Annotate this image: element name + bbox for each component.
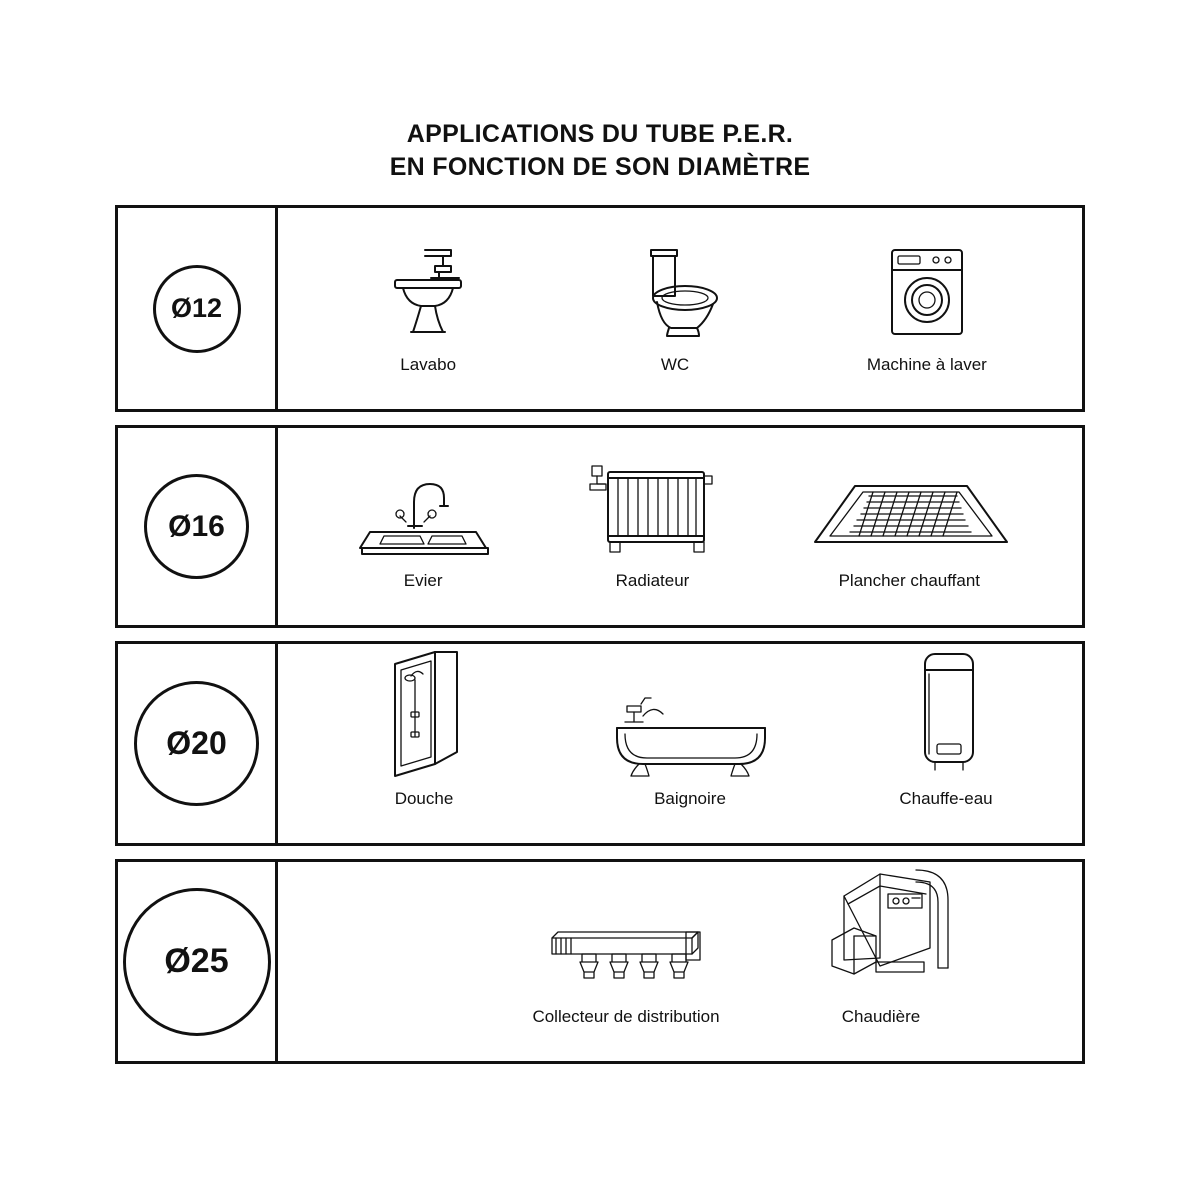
title-line-1: APPLICATIONS DU TUBE P.E.R. xyxy=(406,120,794,148)
items-cell-20 xyxy=(278,641,1085,846)
item-label: WC xyxy=(660,355,690,374)
diameter-badge-25: Ø25 xyxy=(123,888,271,1036)
item-douche xyxy=(367,640,482,809)
items-cell-12 xyxy=(278,205,1085,412)
sink-basin-icon xyxy=(373,236,483,346)
item-plancher-chauffant xyxy=(807,462,1012,591)
items-cell-16 xyxy=(278,425,1085,628)
page-title xyxy=(0,118,1200,184)
item-machine-a-laver xyxy=(867,236,987,375)
row-diameter-12 xyxy=(115,205,1085,412)
item-radiateur xyxy=(582,452,722,591)
shower-cabin-icon xyxy=(367,640,482,780)
underfloor-heating-icon xyxy=(807,462,1012,562)
item-label: Collecteur de distribution xyxy=(532,1007,720,1026)
bathtub-icon xyxy=(603,670,778,780)
diameter-badge-12: Ø12 xyxy=(153,265,241,353)
item-label: Evier xyxy=(403,571,443,590)
radiator-icon xyxy=(582,452,722,562)
kitchen-sink-icon xyxy=(348,452,498,562)
badge-cell-12 xyxy=(115,205,278,412)
row-diameter-20 xyxy=(115,641,1085,846)
item-label: Radiateur xyxy=(615,571,690,590)
diameter-badge-16: Ø16 xyxy=(144,474,249,579)
items-cell-25 xyxy=(278,859,1085,1064)
item-chaudiere xyxy=(806,848,956,1027)
diameter-badge-20: Ø20 xyxy=(134,681,259,806)
item-lavabo xyxy=(373,236,483,375)
badge-cell-20 xyxy=(115,641,278,846)
item-label: Baignoire xyxy=(654,789,726,808)
item-collecteur-de-distribution xyxy=(526,918,726,1027)
item-wc xyxy=(617,236,732,375)
diameter-rows xyxy=(115,205,1085,1077)
item-label: Chaudière xyxy=(841,1007,921,1026)
item-evier xyxy=(348,452,498,591)
item-label: Lavabo xyxy=(400,355,457,374)
water-heater-icon xyxy=(899,640,994,780)
item-chauffe-eau xyxy=(899,640,994,809)
manifold-icon xyxy=(526,918,726,998)
item-label: Douche xyxy=(394,789,454,808)
item-label: Plancher chauffant xyxy=(838,571,981,590)
row-diameter-16 xyxy=(115,425,1085,628)
badge-cell-25 xyxy=(115,859,278,1064)
toilet-icon xyxy=(617,236,732,346)
boiler-icon xyxy=(806,848,956,998)
title-line-2: EN FONCTION DE SON DIAMÈTRE xyxy=(389,153,811,181)
item-label: Chauffe-eau xyxy=(899,789,993,808)
item-label: Machine à laver xyxy=(866,355,987,374)
row-diameter-25 xyxy=(115,859,1085,1064)
badge-cell-16 xyxy=(115,425,278,628)
item-baignoire xyxy=(603,670,778,809)
washing-machine-icon xyxy=(874,236,979,346)
